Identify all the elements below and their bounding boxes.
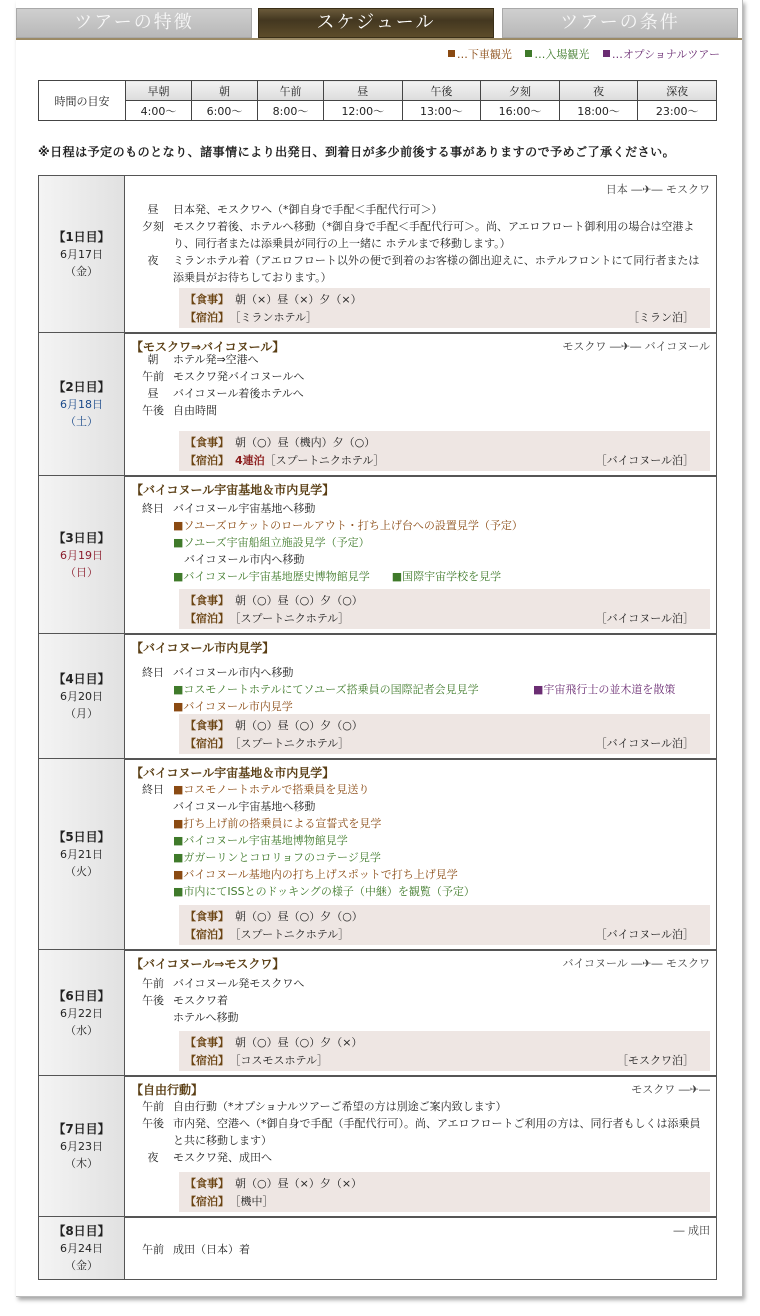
itinerary-line bbox=[133, 568, 708, 585]
time-value: 18:00〜 bbox=[559, 101, 638, 121]
time-of-day: 終日 bbox=[142, 666, 164, 679]
time-label: 夕刻 bbox=[481, 81, 560, 101]
day-body bbox=[125, 1217, 716, 1279]
itinerary-text: バイコヌール宇宙基地へ移動 bbox=[173, 502, 316, 515]
time-value: 13:00〜 bbox=[402, 101, 481, 121]
meal-label: 【食事】 bbox=[185, 1177, 229, 1190]
day-date: 6月20日 bbox=[60, 690, 103, 703]
itinerary-line bbox=[133, 1149, 708, 1166]
meal-stay-box bbox=[179, 288, 710, 328]
itinerary-line bbox=[133, 368, 708, 385]
stay-row bbox=[185, 926, 349, 944]
itinerary-text: 日本発、モスクワへ（*御自身で手配＜手配代行可＞） bbox=[173, 203, 443, 216]
stay-value: ［スプートニクホテル］ bbox=[264, 454, 385, 467]
itinerary-line bbox=[133, 849, 708, 866]
time-of-day: 朝 bbox=[147, 353, 159, 366]
itinerary-text: モスクワ着 bbox=[173, 994, 228, 1007]
meal-stay-box bbox=[179, 1172, 710, 1212]
day-title: 【自由行動】 bbox=[131, 1083, 204, 1097]
time-of-day: 午前 bbox=[142, 1100, 164, 1113]
itinerary-text: ■バイコヌール基地内の打ち上げスポットで打ち上げ見学 bbox=[173, 868, 458, 881]
day-weekday: （日） bbox=[65, 565, 98, 579]
itinerary-lines bbox=[133, 1098, 708, 1166]
itinerary-text: バイコヌール宇宙基地へ移動 bbox=[173, 800, 316, 813]
itinerary-line bbox=[133, 883, 708, 900]
day-date: 6月19日 bbox=[60, 548, 103, 562]
square-icon bbox=[603, 50, 610, 57]
itinerary-text: バイコヌール着後ホテルへ bbox=[173, 387, 304, 400]
time-of-day: 終日 bbox=[142, 502, 164, 515]
day-number: 【1日目】 bbox=[53, 230, 110, 244]
day-title: 【バイコヌール市内見学】 bbox=[131, 641, 275, 655]
time-value: 4:00〜 bbox=[126, 101, 192, 121]
meal-row bbox=[185, 908, 363, 926]
meal-stay-box bbox=[179, 1031, 710, 1071]
day-row bbox=[38, 949, 717, 1077]
day-row bbox=[38, 175, 717, 334]
meal-value: 朝（○）昼（○）夕（○） bbox=[235, 594, 363, 607]
day-number: 【5日目】 bbox=[53, 830, 110, 844]
itinerary-line bbox=[133, 681, 708, 698]
itinerary-line bbox=[133, 664, 708, 681]
tab-schedule[interactable]: スケジュール bbox=[258, 8, 494, 38]
square-icon bbox=[525, 50, 532, 57]
time-label: 朝 bbox=[192, 81, 258, 101]
stay-location: ［モスクワ泊］ bbox=[617, 1054, 694, 1067]
itinerary-line bbox=[133, 385, 708, 402]
day-date: 6月23日 bbox=[60, 1140, 103, 1153]
time-of-day: 午後 bbox=[142, 404, 164, 417]
day-weekday: （月） bbox=[65, 707, 98, 720]
day-date: 6月18日 bbox=[60, 398, 103, 411]
itinerary-text: モスクワ発バイコヌールへ bbox=[173, 370, 305, 383]
itinerary-line bbox=[133, 1098, 708, 1115]
day-title: 【バイコヌール⇒モスクワ】 bbox=[131, 957, 285, 971]
itinerary-line bbox=[133, 402, 708, 419]
meal-stay-box bbox=[179, 905, 710, 945]
itinerary-text: ■市内にてISSとのドッキングの様子（中継）を観覧（予定） bbox=[173, 885, 475, 898]
day-row bbox=[38, 475, 717, 635]
itinerary-text: モスクワ発、成田へ bbox=[173, 1151, 272, 1164]
stay-row bbox=[185, 1193, 274, 1211]
time-label: 早朝 bbox=[126, 81, 192, 101]
meal-stay-box bbox=[179, 589, 710, 629]
flight-route: モスクワ ―✈― bbox=[631, 1083, 710, 1096]
itinerary-line bbox=[133, 517, 708, 534]
schedule-note: ※日程は予定のものとなり、諸事情により出発日、到着日が多少前後する事がありますので予めご了承ください。 bbox=[38, 145, 676, 159]
stay-location: ［バイコヌール泊］ bbox=[595, 612, 694, 625]
day-title: 【モスクワ⇒バイコヌール】 bbox=[131, 340, 285, 354]
itinerary-text: 自由行動（*オプショナルツアーご希望の方は別途ご案内致します） bbox=[173, 1100, 507, 1113]
time-label: 昼 bbox=[324, 81, 403, 101]
time-of-day: 午後 bbox=[142, 994, 164, 1007]
meal-value: 朝（○）昼（○）夕（×） bbox=[235, 1036, 363, 1049]
meal-label: 【食事】 bbox=[185, 910, 229, 923]
time-label: 深夜 bbox=[638, 81, 717, 101]
meal-value: 朝（○）昼（○）夕（○） bbox=[235, 719, 363, 732]
stay-value: ［スプートニクホテル］ bbox=[235, 928, 350, 941]
time-label: 午前 bbox=[258, 81, 324, 101]
meal-value: 朝（○）昼（×）夕（×） bbox=[235, 1177, 363, 1190]
day-weekday: （土） bbox=[65, 415, 98, 428]
day-row bbox=[38, 633, 717, 760]
itinerary-text: ミランホテル着（アエロフロート以外の便で到着のお客様の御出迎えに、ホテルフロントにて同行者または添乗員がお待ちしております。） bbox=[173, 254, 700, 284]
stay-label: 【宿泊】 bbox=[185, 612, 229, 625]
itinerary-line bbox=[133, 252, 708, 286]
day-header bbox=[39, 1217, 125, 1279]
itinerary-text: 成田（日本）着 bbox=[173, 1243, 250, 1256]
square-icon bbox=[448, 50, 455, 57]
time-of-day: 夕刻 bbox=[142, 220, 164, 233]
day-number: 【4日目】 bbox=[53, 672, 110, 686]
itinerary-text: 自由時間 bbox=[173, 404, 217, 417]
time-value: 8:00〜 bbox=[258, 101, 324, 121]
day-date: 6月22日 bbox=[60, 1006, 103, 1020]
itinerary-lines bbox=[133, 351, 708, 419]
day-number: 【2日目】 bbox=[53, 380, 110, 394]
itinerary-line bbox=[133, 815, 708, 832]
itinerary-text: ■打ち上げ前の搭乗員による宣誓式を見学 bbox=[173, 817, 382, 830]
itinerary-lines bbox=[133, 500, 708, 585]
stay-row bbox=[185, 309, 317, 327]
time-value: 16:00〜 bbox=[481, 101, 560, 121]
meal-label: 【食事】 bbox=[185, 1036, 229, 1049]
itinerary-text: バイコヌール市内へ移動 bbox=[173, 666, 294, 679]
itinerary-text: モスクワ着後、ホテルへ移動（*御自身で手配＜手配代行可＞。尚、アエロフロート御利用の場合は空港より、同行者または添乗員が同行の上一緒に ホテルまで移動します。） bbox=[173, 220, 695, 250]
stay-label: 【宿泊】 bbox=[185, 928, 229, 941]
itinerary-line bbox=[133, 1241, 708, 1258]
time-of-day: 終日 bbox=[142, 783, 164, 796]
itinerary-text: ■ガガーリンとコロリョフのコテージ見学 bbox=[173, 851, 381, 864]
time-of-day: 午前 bbox=[142, 977, 164, 990]
day-body bbox=[125, 950, 716, 1076]
day-body bbox=[125, 1076, 716, 1217]
meal-row bbox=[185, 1175, 362, 1193]
time-of-day: 昼 bbox=[147, 387, 159, 400]
itinerary-line bbox=[133, 1115, 708, 1149]
time-of-day: 午後 bbox=[142, 1117, 164, 1130]
day-header bbox=[39, 1076, 125, 1217]
itinerary-lines bbox=[133, 975, 708, 1026]
tab-bar bbox=[16, 8, 742, 40]
legend bbox=[438, 46, 720, 62]
stay-location: ［バイコヌール泊］ bbox=[595, 737, 694, 750]
day-weekday: （木） bbox=[65, 1157, 98, 1170]
itinerary-line bbox=[133, 551, 708, 568]
itinerary-line bbox=[133, 832, 708, 849]
stay-row bbox=[185, 610, 349, 628]
meal-stay-box bbox=[179, 431, 710, 471]
itinerary-line bbox=[133, 798, 708, 815]
itinerary-text: ホテルへ移動 bbox=[173, 1011, 239, 1024]
stay-row bbox=[185, 452, 384, 470]
day-weekday: （金） bbox=[65, 1258, 98, 1272]
schedule-panel bbox=[16, 0, 743, 1297]
itinerary-text: ■バイコヌール宇宙基地博物館見学 bbox=[173, 834, 348, 847]
legend-optional: …オプショナルツアー bbox=[603, 48, 720, 61]
day-row bbox=[38, 332, 717, 477]
itinerary-text: ■ソユーズ宇宙船組立施設見学（予定） bbox=[173, 536, 370, 549]
day-header bbox=[39, 634, 125, 759]
day-weekday: （水） bbox=[65, 1023, 98, 1037]
meal-row bbox=[185, 717, 363, 735]
day-header bbox=[39, 950, 125, 1076]
time-label: 午後 bbox=[402, 81, 481, 101]
itinerary-line bbox=[133, 201, 708, 218]
itinerary-lines bbox=[133, 781, 708, 900]
meal-label: 【食事】 bbox=[185, 293, 229, 306]
itinerary-text: ■バイコヌール宇宙基地歴史博物館見学 ■国際宇宙学校を見学 bbox=[173, 570, 502, 583]
itinerary-line bbox=[133, 351, 708, 368]
meal-value: 朝（×）昼（×）夕（×） bbox=[235, 293, 362, 306]
itinerary-line bbox=[133, 534, 708, 551]
flight-route: バイコヌール ―✈― モスクワ bbox=[562, 957, 710, 970]
meal-label: 【食事】 bbox=[185, 594, 229, 607]
meal-label: 【食事】 bbox=[185, 719, 229, 732]
stay-value: ［コスモスホテル］ bbox=[235, 1054, 328, 1067]
itinerary-text: ホテル発⇒空港へ bbox=[173, 353, 259, 366]
stay-location: ［ミラン泊］ bbox=[628, 311, 694, 324]
meal-value: 朝（○）昼（機内）夕（○） bbox=[235, 436, 376, 449]
stay-location: ［バイコヌール泊］ bbox=[595, 928, 694, 941]
time-label: 夜 bbox=[559, 81, 638, 101]
stay-row bbox=[185, 1052, 328, 1070]
itinerary-lines bbox=[133, 1241, 708, 1258]
itinerary-text: バイコヌール発モスクワへ bbox=[173, 977, 305, 990]
meal-row bbox=[185, 291, 362, 309]
day-date: 6月24日 bbox=[60, 1241, 103, 1255]
tab-features[interactable]: ツアーの特徴 bbox=[16, 8, 252, 38]
flight-route: 日本 ―✈― モスクワ bbox=[605, 183, 710, 196]
time-of-day: 午前 bbox=[142, 370, 164, 383]
day-number: 【6日目】 bbox=[53, 988, 110, 1003]
stay-label: 【宿泊】 bbox=[185, 311, 229, 324]
stay-label: 【宿泊】 bbox=[185, 1195, 229, 1208]
day-header bbox=[39, 759, 125, 950]
stay-value: ［スプートニクホテル］ bbox=[235, 737, 350, 750]
day-header bbox=[39, 176, 125, 333]
day-number: 【8日目】 bbox=[53, 1223, 110, 1238]
itinerary-line bbox=[133, 500, 708, 517]
day-header bbox=[39, 333, 125, 476]
stay-value: ［機中］ bbox=[235, 1195, 274, 1208]
itinerary-text: バイコヌール市内へ移動 bbox=[173, 553, 305, 566]
day-row bbox=[38, 1075, 717, 1218]
legend-drop-off: …下車観光 bbox=[448, 48, 512, 61]
stay-label: 【宿泊】 bbox=[185, 1054, 229, 1067]
day-body bbox=[125, 476, 716, 634]
itinerary-line bbox=[133, 992, 708, 1009]
itinerary-text: ■バイコヌール市内見学 bbox=[173, 700, 293, 713]
day-body bbox=[125, 759, 716, 950]
stay-label: 【宿泊】 bbox=[185, 737, 229, 750]
meal-row bbox=[185, 592, 363, 610]
legend-entry: …入場観光 bbox=[525, 48, 589, 61]
itinerary-line bbox=[133, 866, 708, 883]
time-of-day: 夜 bbox=[147, 1151, 159, 1164]
time-guide-table bbox=[38, 80, 717, 121]
day-row bbox=[38, 1216, 717, 1280]
itinerary-line bbox=[133, 1009, 708, 1026]
time-value: 23:00〜 bbox=[638, 101, 717, 121]
day-date: 6月21日 bbox=[60, 848, 103, 861]
day-weekday: （火） bbox=[65, 865, 98, 878]
day-header bbox=[39, 476, 125, 634]
itinerary-line bbox=[133, 698, 708, 715]
meal-value: 朝（○）昼（○）夕（○） bbox=[235, 910, 363, 923]
day-number: 【7日目】 bbox=[53, 1122, 110, 1136]
time-value: 6:00〜 bbox=[192, 101, 258, 121]
itinerary-line bbox=[133, 218, 708, 252]
stay-location: ［バイコヌール泊］ bbox=[595, 454, 694, 467]
meal-label: 【食事】 bbox=[185, 436, 229, 449]
itinerary-text: 市内発、空港へ（*御自身で手配（手配代行可）。尚、アエロフロートご利用の方は、同行者もしくは添乗員と共に移動します） bbox=[173, 1117, 701, 1147]
day-row bbox=[38, 758, 717, 951]
time-of-day: 午前 bbox=[142, 1243, 164, 1256]
meal-row bbox=[185, 434, 375, 452]
itinerary-text: ■コスモノートホテルにてソユーズ搭乗員の国際記者会見見学 bbox=[173, 683, 479, 696]
day-title: 【バイコヌール宇宙基地＆市内見学】 bbox=[131, 483, 335, 497]
optional-tour: ■宇宙飛行士の並木道を散策 bbox=[533, 683, 676, 696]
stay-row bbox=[185, 735, 349, 753]
time-value: 12:00〜 bbox=[324, 101, 403, 121]
day-body bbox=[125, 333, 716, 476]
itinerary-text: ■コスモノートホテルで搭乗員を見送り bbox=[173, 783, 370, 796]
meal-stay-box bbox=[179, 714, 710, 754]
day-number: 【3日目】 bbox=[53, 530, 110, 545]
stay-value: ［ミランホテル］ bbox=[235, 311, 317, 324]
time-of-day: 夜 bbox=[147, 254, 159, 267]
tab-conditions[interactable]: ツアーの条件 bbox=[502, 8, 738, 38]
stay-value: ［スプートニクホテル］ bbox=[235, 612, 350, 625]
meal-row bbox=[185, 1034, 362, 1052]
itinerary-line bbox=[133, 781, 708, 798]
day-date: 6月17日 bbox=[60, 248, 103, 261]
itinerary-text: ■ソユーズロケットのロールアウト・打ち上げ台への設置見学（予定） bbox=[173, 519, 523, 532]
stay-label: 【宿泊】 bbox=[185, 454, 229, 467]
day-title: 【バイコヌール宇宙基地＆市内見学】 bbox=[131, 766, 335, 780]
itinerary-lines bbox=[133, 664, 708, 715]
stay-highlight: 4連泊 bbox=[235, 454, 265, 467]
itinerary-line bbox=[133, 975, 708, 992]
itinerary-lines bbox=[133, 201, 708, 286]
time-guide-header: 時間の目安 bbox=[39, 81, 126, 121]
flight-route: ― 成田 bbox=[673, 1224, 710, 1237]
day-weekday: （金） bbox=[65, 265, 98, 278]
time-of-day: 昼 bbox=[147, 203, 159, 216]
day-body bbox=[125, 634, 716, 759]
day-body bbox=[125, 176, 716, 333]
flight-route: モスクワ ―✈― バイコヌール bbox=[562, 340, 710, 353]
